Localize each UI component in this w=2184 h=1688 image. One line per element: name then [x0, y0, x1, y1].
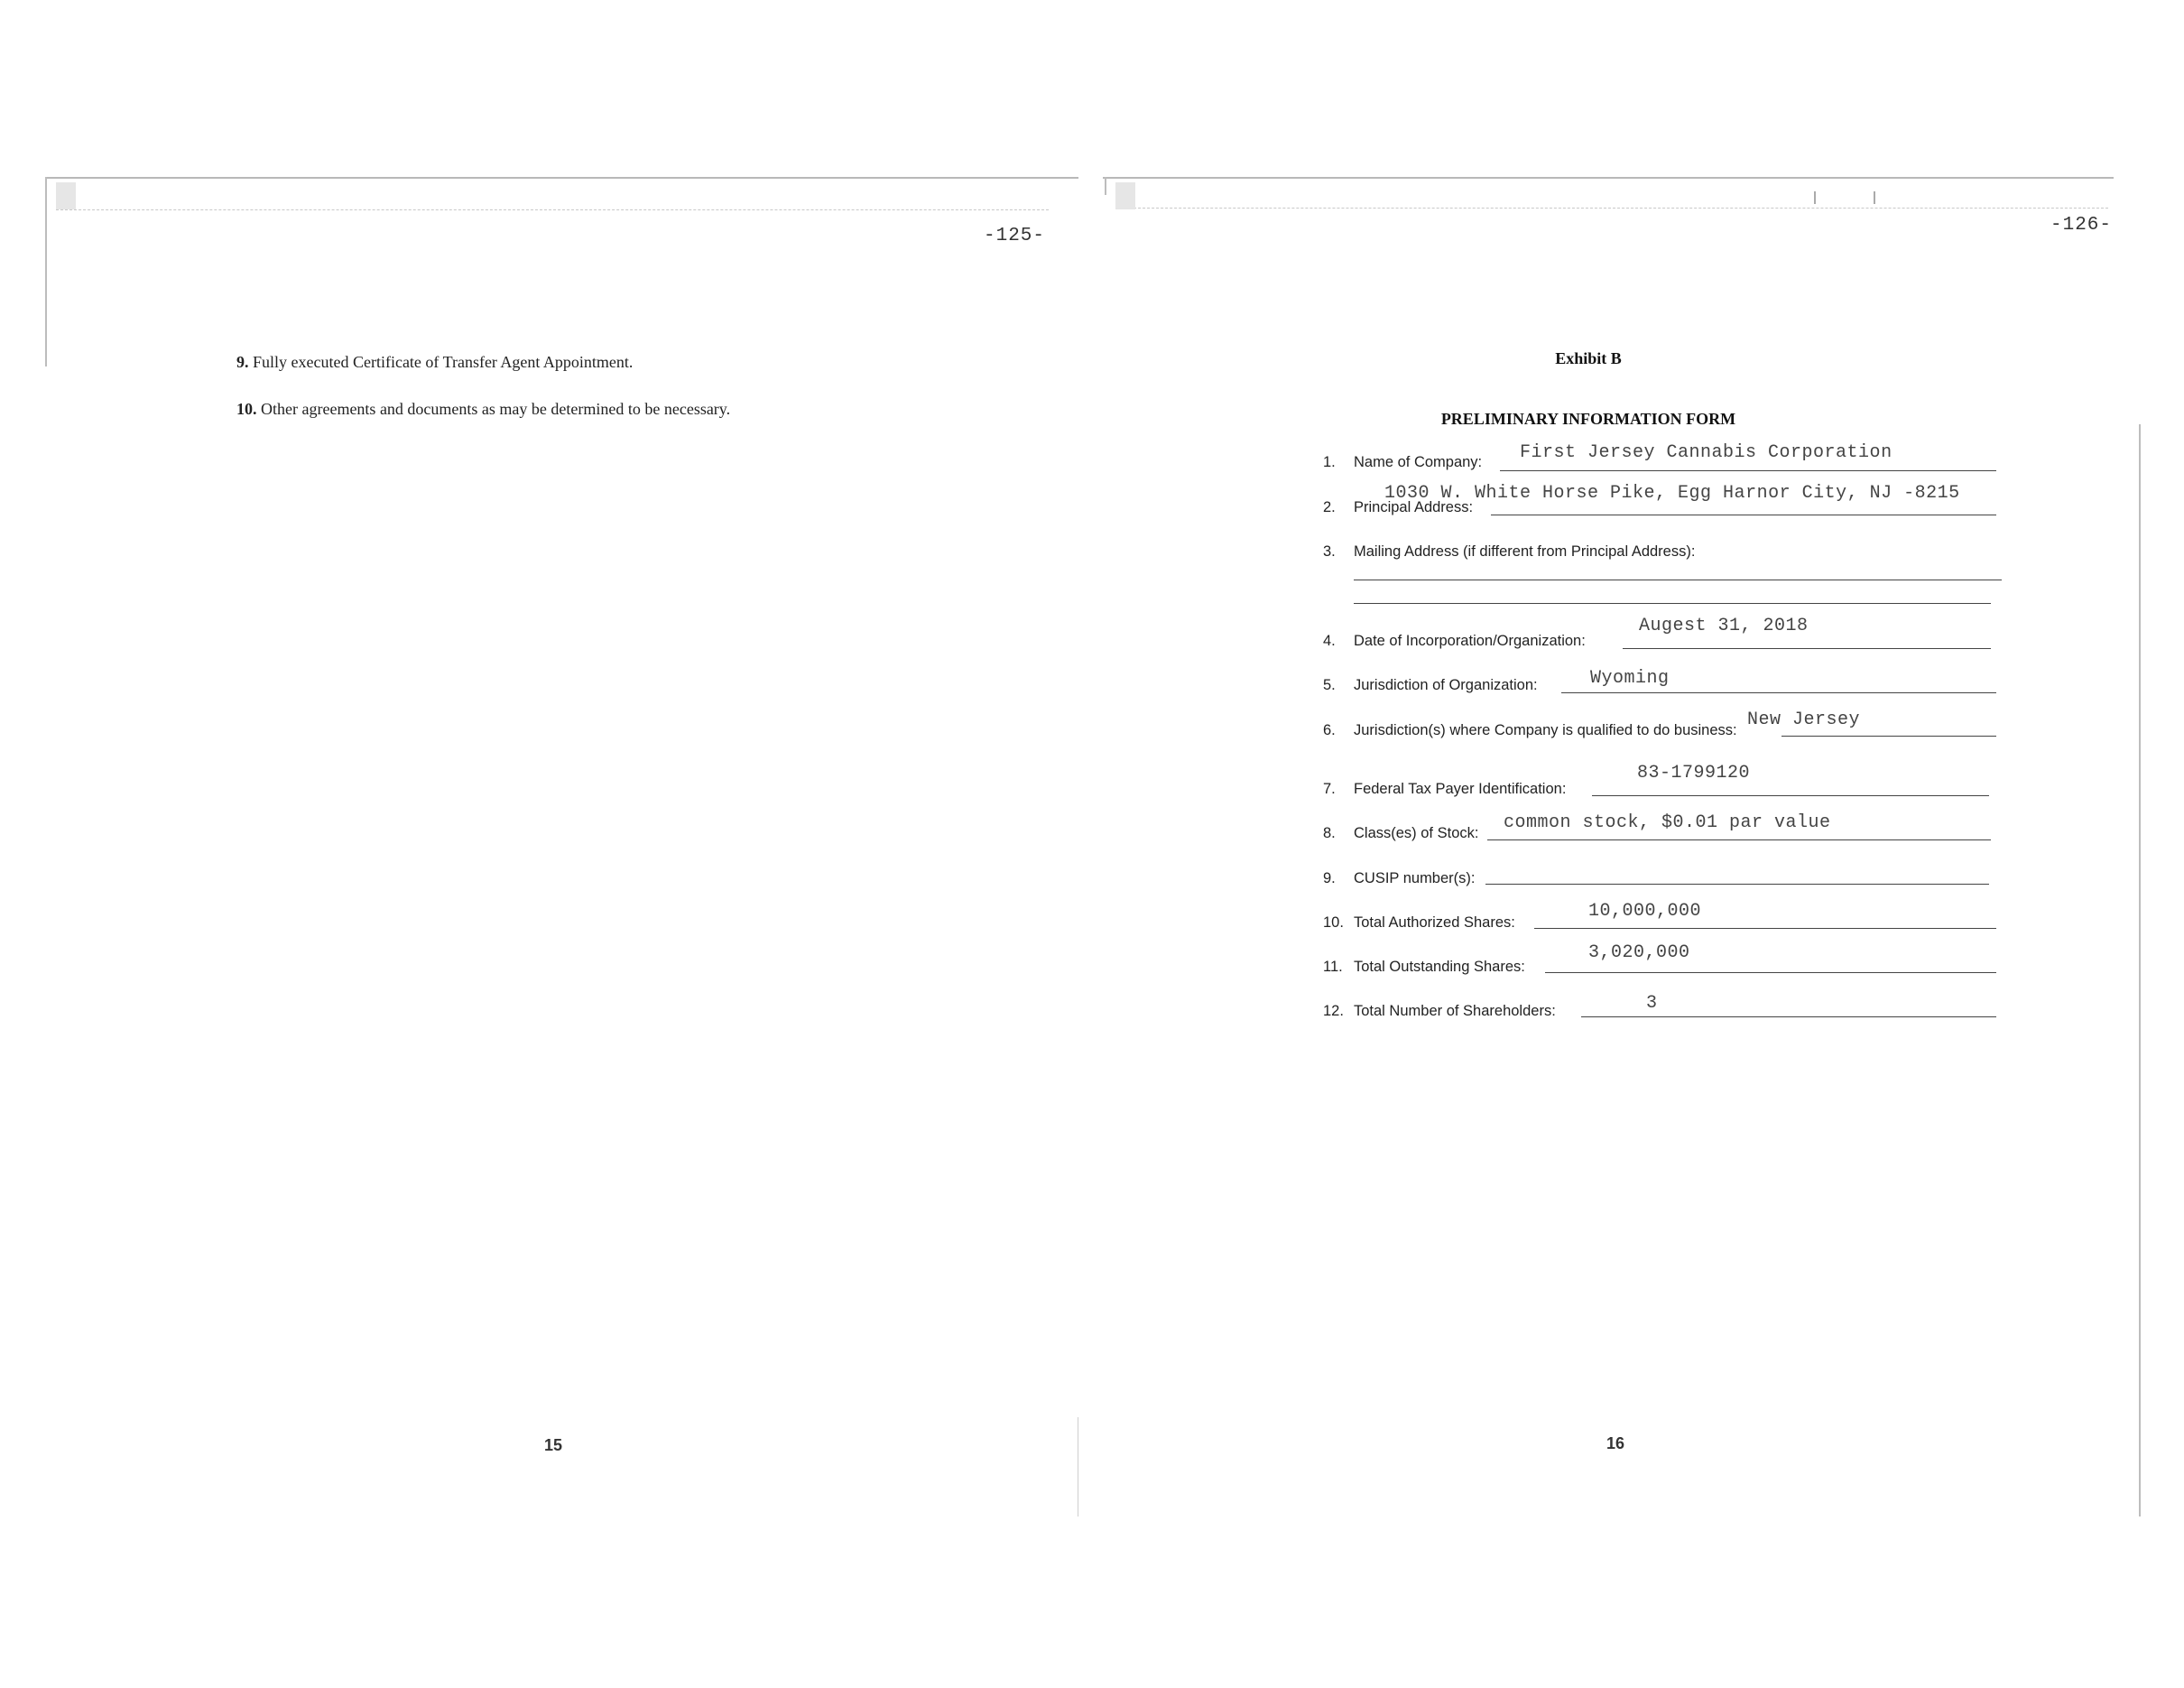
field-number: 2. [1323, 499, 1336, 515]
left-item-10 [236, 400, 730, 419]
total-authorized-shares-line [1534, 928, 1996, 929]
right-page-top-rule [1115, 208, 2108, 209]
date-of-incorporation-line [1623, 648, 1991, 649]
field-label: Date of Incorporation/Organization: [1354, 633, 1586, 649]
total-shareholders-line [1581, 1016, 1996, 1017]
left-page-bottom-number: 15 [544, 1436, 563, 1454]
field-label: CUSIP number(s): [1354, 870, 1476, 886]
exhibit-title: Exhibit B [1555, 349, 1622, 367]
total-outstanding-shares-line [1545, 972, 1996, 973]
qualified-jurisdiction-value[interactable]: New Jersey [1747, 710, 1861, 730]
right-page-top-edge [1103, 177, 2114, 179]
field-label: Jurisdiction of Organization: [1354, 677, 1538, 693]
field-label: Total Number of Shareholders: [1354, 1003, 1556, 1019]
left-item-10-text: Other agreements and documents as may be determined to be necessary. [261, 400, 731, 418]
field-number: 9. [1323, 870, 1336, 886]
right-page-right-edge [2139, 424, 2141, 1516]
left-item-9-number: 9. [236, 353, 249, 371]
total-outstanding-shares-value[interactable]: 3,020,000 [1588, 942, 1690, 963]
field-label: Principal Address: [1354, 499, 1474, 515]
right-page-corner-mark [1115, 182, 1135, 209]
field-label: Total Outstanding Shares: [1354, 959, 1525, 975]
left-item-10-number: 10. [236, 400, 257, 418]
jurisdiction-of-organization-line [1561, 692, 1996, 693]
name-of-company-value[interactable]: First Jersey Cannabis Corporation [1520, 442, 1892, 463]
right-page-top-number: -126- [2050, 215, 2113, 236]
right-page-top-tick [1874, 191, 1875, 204]
principal-address-value[interactable]: 1030 W. White Horse Pike, Egg Harnor City, NJ -8215 [1384, 483, 1960, 504]
field-label: Total Authorized Shares: [1354, 914, 1515, 931]
right-page-top-tick [1814, 191, 1816, 204]
form-title: PRELIMINARY INFORMATION FORM [1440, 410, 1736, 428]
name-of-company-line [1500, 470, 1996, 471]
federal-tax-id-value[interactable]: 83-1799120 [1637, 763, 1751, 784]
field-label: Federal Tax Payer Identification: [1354, 781, 1567, 797]
jurisdiction-of-organization-value[interactable]: Wyoming [1590, 668, 1670, 689]
field-label: Class(es) of Stock: [1354, 825, 1479, 841]
field-label: Mailing Address (if different from Principal Address): [1354, 543, 1696, 560]
cusip-number-line [1485, 884, 1989, 885]
date-of-incorporation-value[interactable]: Augest 31, 2018 [1639, 616, 1809, 636]
field-number: 5. [1323, 677, 1336, 693]
field-number: 1. [1323, 454, 1336, 470]
left-page-corner-mark [56, 182, 76, 209]
field-label: Jurisdiction(s) where Company is qualified to do business: [1354, 722, 1737, 738]
mailing-address-line-2 [1354, 603, 1991, 604]
total-authorized-shares-value[interactable]: 10,000,000 [1588, 901, 1702, 922]
left-page-top-number: -125- [984, 226, 1046, 246]
field-number: 7. [1323, 781, 1336, 797]
field-label: Name of Company: [1354, 454, 1483, 470]
field-number: 11. [1323, 959, 1343, 975]
right-page-bottom-number: 16 [1606, 1434, 1625, 1452]
right-page-left-mark [1105, 177, 1106, 195]
left-page-top-rule [56, 209, 1049, 210]
field-number: 3. [1323, 543, 1336, 560]
field-number: 6. [1323, 722, 1336, 738]
total-shareholders-value[interactable]: 3 [1646, 993, 1658, 1014]
left-page-top-edge [45, 177, 1078, 179]
class-of-stock-line [1487, 839, 1991, 840]
left-page-left-edge [45, 177, 47, 366]
field-number: 8. [1323, 825, 1336, 841]
left-item-9 [236, 353, 633, 372]
class-of-stock-value[interactable]: common stock, $0.01 par value [1504, 812, 1831, 833]
federal-tax-id-line [1592, 795, 1989, 796]
left-item-9-text: Fully executed Certificate of Transfer Agent Appointment. [253, 353, 634, 371]
field-number: 10. [1323, 914, 1344, 931]
field-number: 4. [1323, 633, 1336, 649]
field-number: 12. [1323, 1003, 1344, 1019]
qualified-jurisdiction-line [1781, 736, 1996, 737]
